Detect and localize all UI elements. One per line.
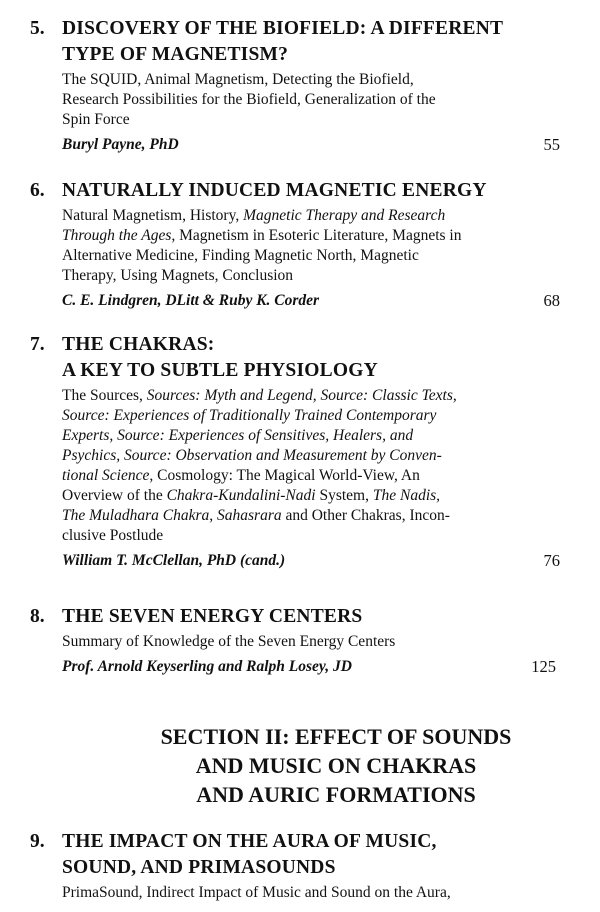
description-line: Therapy, Using Magnets, Conclusion (62, 267, 294, 284)
entry-title-line: THE CHAKRAS: (62, 334, 215, 355)
entry-byline (62, 550, 560, 572)
entry-byline (62, 656, 556, 678)
entry-page-number: 55 (543, 135, 560, 154)
entry-description (62, 632, 522, 652)
description-line: Summary of Knowledge of the Seven Energy Centers (62, 633, 396, 650)
entry-title-line: NATURALLY INDUCED MAGNETIC ENERGY (62, 180, 487, 201)
entry-author: William T. McClellan, PhD (cand.) (62, 552, 286, 569)
section-heading-line: SECTION II: EFFECT OF SOUNDS (160, 724, 512, 749)
description-line: The Muladhara Chakra, Sahasrara and Other Chakras, Incon- (62, 507, 450, 524)
entry-number: 8. (30, 606, 45, 627)
entry-title-line: DISCOVERY OF THE BIOFIELD: A DIFFERENT (62, 18, 504, 39)
entry-description (62, 386, 522, 546)
description-line: Overview of the Chakra-Kundalini-Nadi System, The Nadis, (62, 487, 441, 504)
description-line: Experts, Source: Experiences of Sensitives, Healers, and (62, 427, 414, 444)
entry-title-line: THE SEVEN ENERGY CENTERS (62, 606, 363, 627)
entry-page-number: 68 (543, 291, 560, 310)
toc-entry-9 (0, 829, 600, 903)
description-line: Natural Magnetism, History, Magnetic Therapy and Research (62, 207, 446, 224)
entry-title-line: A KEY TO SUBTLE PHYSIOLOGY (62, 360, 378, 381)
description-line: clusive Postlude (62, 527, 164, 544)
entry-author: Prof. Arnold Keyserling and Ralph Losey, JD (62, 658, 352, 675)
section-heading (0, 722, 600, 809)
entry-page-number: 76 (543, 551, 560, 570)
description-line: Alternative Medicine, Finding Magnetic North, Magnetic (62, 247, 419, 264)
description-line: The SQUID, Animal Magnetism, Detecting the Biofield, (62, 71, 414, 88)
description-line: PrimaSound, Indirect Impact of Music and Sound on the Aura, (62, 884, 451, 901)
entry-author: C. E. Lindgren, DLitt & Ruby K. Corder (62, 292, 320, 309)
description-line: Source: Experiences of Traditionally Trained Contemporary (62, 407, 437, 424)
entry-title-line: TYPE OF MAGNETISM? (62, 44, 289, 65)
entry-number: 6. (30, 180, 45, 201)
entry-byline (62, 290, 560, 312)
entry-page-number: 125 (531, 657, 556, 676)
entry-description (62, 206, 522, 286)
entry-number: 7. (30, 334, 45, 355)
toc-entry-5 (0, 16, 600, 156)
entry-author: Buryl Payne, PhD (62, 136, 179, 153)
section-heading-line: AND AURIC FORMATIONS (196, 782, 476, 807)
description-line: The Sources, Sources: Myth and Legend, Source: Classic Texts, (62, 387, 457, 404)
toc-entry-6 (0, 178, 600, 312)
description-line: Through the Ages, Magnetism in Esoteric Literature, Magnets in (62, 227, 462, 244)
description-line: Psychics, Source: Observation and Measurement by Conven- (62, 447, 442, 464)
toc-entry-8 (0, 604, 600, 678)
toc-entry-7 (0, 332, 600, 572)
description-line: Spin Force (62, 111, 130, 128)
entry-number: 9. (30, 831, 45, 852)
description-line: Research Possibilities for the Biofield, Generalization of the (62, 91, 436, 108)
entry-byline (62, 134, 560, 156)
entry-title-line: THE IMPACT ON THE AURA OF MUSIC, (62, 831, 437, 852)
section-heading-line: AND MUSIC ON CHAKRAS (195, 753, 477, 778)
entry-description (62, 70, 522, 130)
entry-description (62, 883, 522, 903)
description-line: tional Science, Cosmology: The Magical World-View, An (62, 467, 420, 484)
entry-title-line: SOUND, AND PRIMASOUNDS (62, 857, 336, 878)
entry-number: 5. (30, 18, 45, 39)
